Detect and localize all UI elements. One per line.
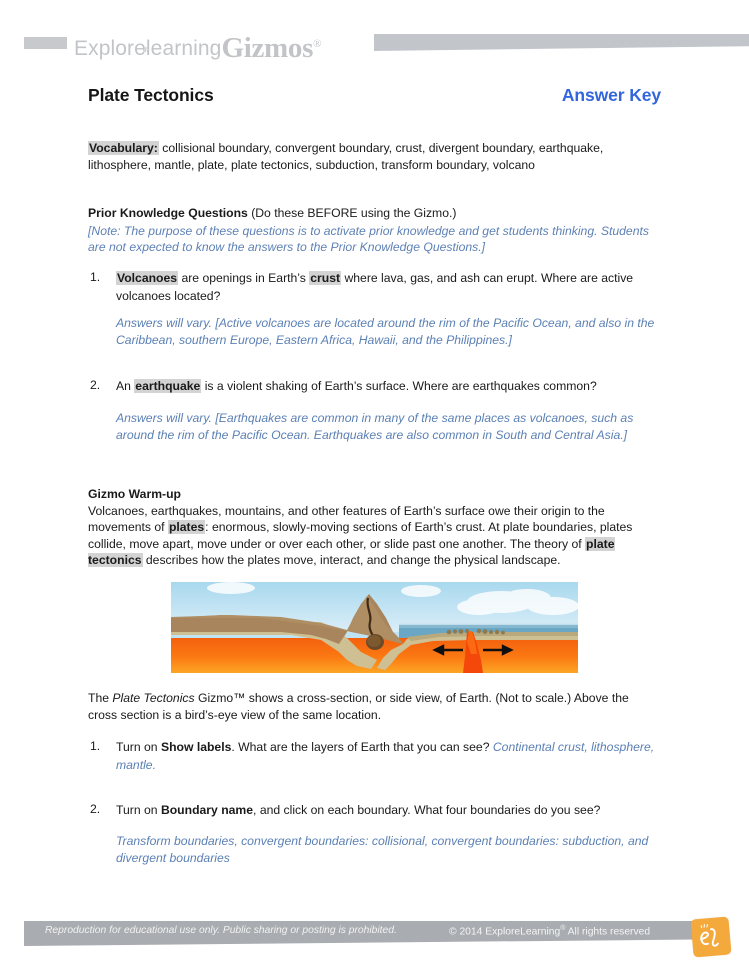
explorelearning-gizmos-logo [74,30,322,63]
description-text-a: The [88,691,113,705]
logo-explore-text: Explore [74,37,146,60]
question-number: 2. [90,802,101,816]
prior-answer-1 [88,315,661,348]
copyright-text: © 2014 ExploreLearning [449,926,561,938]
page-footer [0,916,749,962]
vocabulary-paragraph [88,140,661,173]
letter-l [711,929,718,946]
prior-knowledge-section [88,205,661,255]
question-text [116,379,597,393]
answer-text: Answers will vary. [Earthquakes are common in many of the same places as volcanoes, such as around the rim of the Pacific Ocean. Earthquakes are also common in South and Central Asia.] [116,411,634,442]
question-number: 2. [90,378,101,392]
prior-question-1 [88,269,661,305]
gizmo-answer-2 [88,833,661,866]
question-row [88,801,661,819]
answer-inline-text: Continental crust, lithosphere, mantle. [116,740,655,772]
question-row [88,377,661,395]
prior-knowledge-heading: Prior Knowledge Questions [88,206,248,220]
question-row [88,269,661,305]
title-row [88,85,661,113]
answer-row [88,410,661,443]
gizmo-warmup-heading: Gizmo Warm-up [88,487,181,501]
vocabulary-section [88,140,661,173]
term-volcanoes: Volcanoes [117,271,178,285]
question-text [116,271,633,303]
logo-learning-text: learning [145,37,222,60]
explorelearning-badge-logo [690,916,731,957]
question-text-a: An [116,379,135,393]
rights-text: All rights reserved [565,926,651,938]
page-title: Plate Tectonics [88,85,214,105]
page-header [0,30,749,64]
control-show-labels: Show labels [160,740,232,754]
gizmo-question-2 [88,801,661,819]
warmup-text-b: : enormous, slowly-moving sections of Earth’s crust. At plate boundaries, plates collide, move apart, move under or over each other, or slide past one another. The theory of [88,520,633,551]
answer-row [88,315,661,348]
gizmo-warmup-paragraph [88,503,661,569]
question-number: 1. [90,739,101,753]
answer-row [88,833,661,866]
header-accent-bar-left [24,37,67,49]
prior-answer-2 [88,410,661,443]
prior-knowledge-note: [Note: The purpose of these questions is to activate prior knowledge and get students thinking. Students are not expected to know the answers to the Prior Knowledge Questions.] [88,223,649,254]
logo-gizmos-text: Gizmos [221,32,314,64]
question-row [88,738,661,774]
gizmo-description-paragraph [88,690,661,723]
question-text-d: where lava, gas, and ash can erupt. Where are active volcanoes located? [116,271,634,303]
letter-e [701,932,709,944]
answer-text: Answers will vary. [Active volcanoes are located around the rim of the Pacific Ocean, and also in the Caribbean, southern Europe, Eastern Africa, Hawaii, and the Philippines.] [116,316,655,347]
gizmo-description-section [88,690,661,723]
term-earthquake: earthquake [135,379,201,393]
term-crust: crust [310,271,341,285]
control-boundary-name: Boundary name [160,803,254,817]
footer-copyright [449,925,650,937]
vocabulary-terms: collisional boundary, convergent boundary, crust, divergent boundary, earthquake, lithosphere, mantle, plate, plate tectonics, subduction, transform boundary, volcano [88,141,604,172]
question-text-b: are openings in Earth’s [178,271,310,285]
cross-section-illustration [171,582,578,673]
copyright-registered-mark: ® [560,925,566,932]
term-plates: plates [168,520,205,535]
question-text-b: , and click on each boundary. What four boundaries do you see? [253,803,601,817]
prior-question-2 [88,377,661,395]
question-text-a: Turn on [116,740,161,754]
question-text [116,740,654,772]
plate-tectonics-cross-section-figure [171,582,578,673]
answer-key-label: Answer Key [561,85,661,105]
warmup-text-a: Volcanoes, earthquakes, mountains, and other features of Earth’s surface owe their origin to the movements of [88,503,605,535]
question-number: 1. [90,270,101,284]
question-text-b: . What are the layers of Earth that you can see? [231,740,493,754]
prior-knowledge-heading-row [88,205,661,222]
term-plate-tectonics: plate tectonics [88,536,615,568]
vocabulary-label: Vocabulary: [89,141,158,155]
prior-knowledge-heading-suffix: (Do these BEFORE using the Gizmo.) [247,206,457,220]
description-text-b: Gizmo™ shows a cross-section, or side view, of Earth. (Not to scale.) Above the cross section is a bird’s-eye view of the same location. [88,691,629,722]
answer-text: Transform boundaries, convergent boundaries: collisional, convergent boundaries: subduction, and divergent boundaries [116,834,649,865]
question-text-a: Turn on [116,803,161,817]
warmup-text-c: describes how the plates move, interact, and change the physical landscape. [142,553,561,568]
question-text [116,803,600,817]
header-accent-bar-right [374,34,749,51]
gizmo-warmup-section [88,486,661,569]
el-monogram-icon [696,921,727,953]
gizmo-name-italic: Plate Tectonics [112,691,195,705]
question-text-c: is a violent shaking of Earth’s surface. Where are earthquakes common? [201,379,597,393]
gizmo-question-1 [88,738,661,774]
logo-registered-mark: ® [313,38,322,50]
footer-reproduction-notice: Reproduction for educational use only. Public sharing or posting is prohibited. [45,925,397,936]
